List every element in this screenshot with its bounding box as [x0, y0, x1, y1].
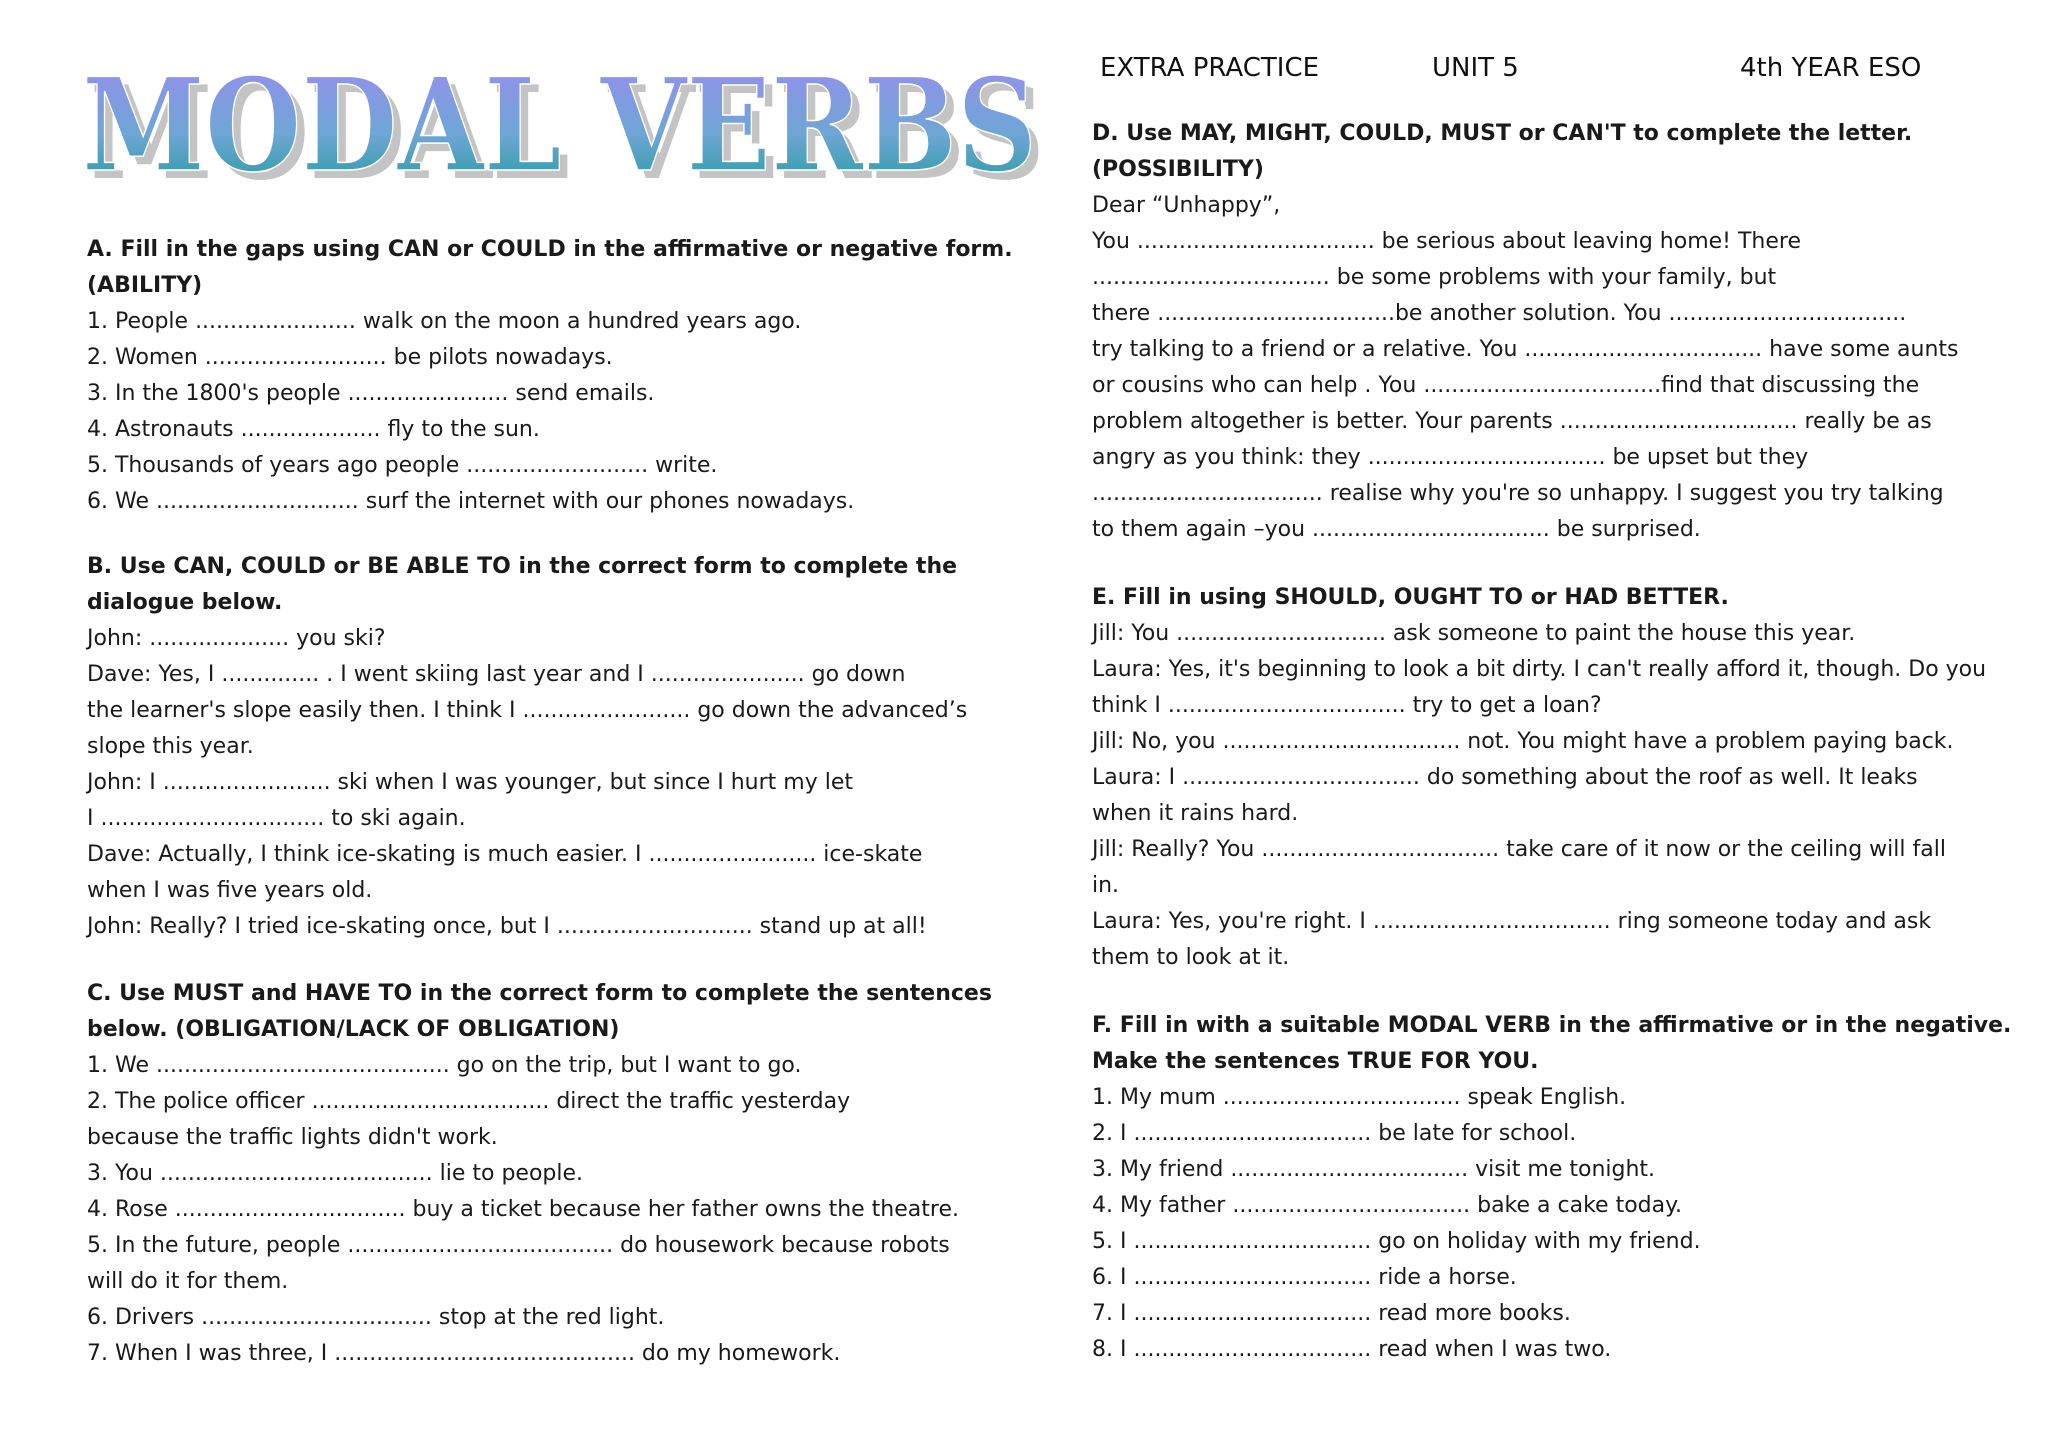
section-c-heading-1: C. Use MUST and HAVE TO in the correct form to complete the sentences: [87, 981, 992, 1006]
header-unit: UNIT 5: [1432, 53, 1519, 83]
header-extra-practice: EXTRA PRACTICE: [1100, 53, 1320, 83]
exercise-line: 7. When I was three, I ........................................... do my homework.: [87, 1341, 841, 1366]
section-d-heading-2: (POSSIBILITY): [1092, 157, 1264, 182]
exercise-line: 5. I .................................. go on holiday with my friend.: [1092, 1229, 1701, 1254]
exercise-line: Jill: Really? You .................................. take care of it now or the ceiling will fall: [1092, 837, 1946, 862]
section-b-heading-2: dialogue below.: [87, 590, 283, 615]
exercise-line: Laura: I .................................. do something about the roof as well. It leaks: [1092, 765, 1918, 790]
exercise-line: 1. People ....................... walk on the moon a hundred years ago.: [87, 309, 802, 334]
exercise-line: 5. Thousands of years ago people .......................... write.: [87, 453, 718, 478]
exercise-line: .................................. be some problems with your family, but: [1092, 265, 1777, 290]
exercise-line: ................................. realise why you're so unhappy. I suggest you try talking: [1092, 481, 1944, 506]
section-a: [87, 232, 1017, 520]
exercise-line: 2. The police officer .................................. direct the traffic yesterday: [87, 1089, 851, 1114]
exercise-line: there ..................................be another solution. You ..................................: [1092, 301, 1907, 326]
exercise-line: 1. We .......................................... go on the trip, but I want to go.: [87, 1053, 802, 1078]
title-shadow: MODAL VERBS: [90, 70, 1045, 209]
exercise-line: angry as you think: they .................................. be upset but they: [1092, 445, 1809, 470]
exercise-line: Jill: You .............................. ask someone to paint the house this year.: [1092, 621, 1856, 646]
exercise-line: when it rains hard.: [1092, 801, 1299, 826]
exercise-line: 3. My friend .................................. visit me tonight.: [1092, 1157, 1656, 1182]
title-text: MODAL VERBS: [82, 70, 1037, 201]
exercise-line: when I was five years old.: [87, 878, 373, 903]
exercise-line: Dave: Actually, I think ice-skating is much easier. I ........................ ice-skate: [87, 842, 923, 867]
exercise-line: Dear “Unhappy”,: [1092, 193, 1281, 218]
exercise-line: 4. My father .................................. bake a cake today.: [1092, 1193, 1682, 1218]
exercise-line: John: I ........................ ski when I was younger, but since I hurt my let: [87, 770, 853, 795]
exercise-line: 1. My mum .................................. speak English.: [1092, 1085, 1627, 1110]
exercise-line: problem altogether is better. Your parents .................................. really be as: [1092, 409, 1932, 434]
exercise-line: to them again –you .................................. be surprised.: [1092, 517, 1701, 542]
exercise-line: think I .................................. try to get a loan?: [1092, 693, 1602, 718]
exercise-line: John: Really? I tried ice-skating once, but I ............................ stand up at all!: [87, 914, 927, 939]
exercise-line: 8. I .................................. read when I was two.: [1092, 1337, 1612, 1362]
exercise-line: 3. You ....................................... lie to people.: [87, 1161, 584, 1186]
exercise-line: 6. I .................................. ride a horse.: [1092, 1265, 1517, 1290]
left-column: [87, 232, 1017, 1372]
exercise-line: John: .................... you ski?: [87, 626, 386, 651]
right-column: [1092, 116, 2022, 1368]
exercise-line: Jill: No, you .................................. not. You might have a problem paying back.: [1092, 729, 1954, 754]
exercise-line: in.: [1092, 873, 1120, 898]
section-c-heading-2: below. (OBLIGATION/LACK OF OBLIGATION): [87, 1017, 620, 1042]
exercise-line: Laura: Yes, you're right. I .................................. ring someone today and ask: [1092, 909, 1932, 934]
exercise-line: 5. In the future, people ...................................... do housework because robots: [87, 1233, 950, 1258]
section-c: [87, 976, 1017, 1372]
exercise-line: the learner's slope easily then. I think I ........................ go down the advanced’s: [87, 698, 968, 723]
section-d: [1092, 116, 2022, 548]
exercise-line: You .................................. be serious about leaving home! There: [1092, 229, 1802, 254]
section-e: [1092, 580, 2022, 976]
section-b: [87, 549, 1017, 945]
header-year: 4th YEAR ESO: [1740, 53, 1922, 83]
exercise-line: 3. In the 1800's people ....................... send emails.: [87, 381, 655, 406]
section-f-heading-2: Make the sentences TRUE FOR YOU.: [1092, 1049, 1539, 1074]
exercise-line: 4. Rose ................................. buy a ticket because her father owns the theatre.: [87, 1197, 959, 1222]
exercise-line: 2. I .................................. be late for school.: [1092, 1121, 1577, 1146]
section-d-heading-1: D. Use MAY, MIGHT, COULD, MUST or CAN'T to complete the letter.: [1092, 121, 1913, 146]
section-a-heading-2: (ABILITY): [87, 273, 203, 298]
exercise-line: slope this year.: [87, 734, 254, 759]
exercise-line: try talking to a friend or a relative. You .................................. have some aunts: [1092, 337, 1959, 362]
exercise-line: 7. I .................................. read more books.: [1092, 1301, 1571, 1326]
exercise-line: I ................................ to ski again.: [87, 806, 466, 831]
exercise-line: Laura: Yes, it's beginning to look a bit dirty. I can't really afford it, though. Do you: [1092, 657, 1987, 682]
section-f: [1092, 1008, 2022, 1368]
section-e-heading-1: E. Fill in using SHOULD, OUGHT TO or HAD BETTER.: [1092, 585, 1729, 610]
page-title: [80, 70, 1070, 210]
section-f-heading-1: F. Fill in with a suitable MODAL VERB in the affirmative or in the negative.: [1092, 1013, 2012, 1038]
exercise-line: Dave: Yes, I .............. . I went skiing last year and I ...................... go down: [87, 662, 906, 687]
exercise-line: 6. We ............................. surf the internet with our phones nowadays.: [87, 489, 855, 514]
exercise-line: or cousins who can help . You ..................................find that discussing the: [1092, 373, 1920, 398]
exercise-line: because the traffic lights didn't work.: [87, 1125, 498, 1150]
section-a-heading-1: A. Fill in the gaps using CAN or COULD in the affirmative or negative form.: [87, 237, 1013, 262]
exercise-line: 6. Drivers ................................. stop at the red light.: [87, 1305, 665, 1330]
section-b-heading-1: B. Use CAN, COULD or BE ABLE TO in the correct form to complete the: [87, 554, 958, 579]
exercise-line: 2. Women .......................... be pilots nowadays.: [87, 345, 613, 370]
exercise-line: will do it for them.: [87, 1269, 289, 1294]
exercise-line: them to look at it.: [1092, 945, 1290, 970]
exercise-line: 4. Astronauts .................... fly to the sun.: [87, 417, 540, 442]
